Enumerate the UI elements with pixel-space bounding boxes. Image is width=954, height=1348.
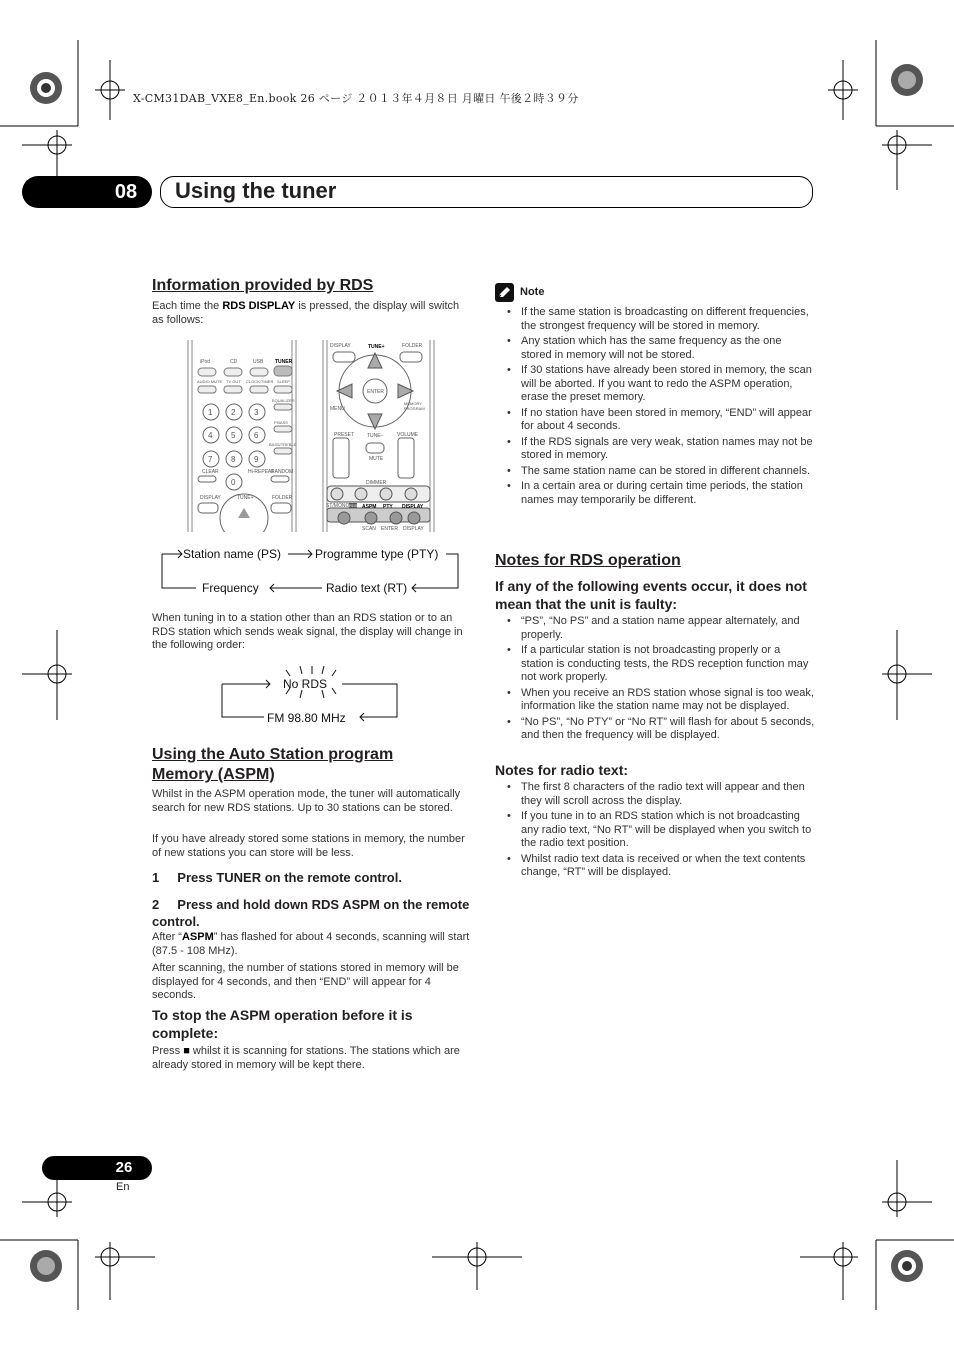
display-label-bottom: DISPLAY [403, 526, 424, 532]
chapter-title: Using the tuner [175, 178, 337, 203]
list-item: • If 30 stations have already been stored in memory, the scan will be aborted. If you want to redo the ASPM operation, erase the preset memory. [495, 364, 815, 405]
equalizer-label: EQUALIZER [272, 398, 295, 403]
digit-9: 9 [254, 455, 259, 464]
display-label-right: DISPLAY [330, 343, 351, 349]
mute-label: MUTE [369, 456, 384, 462]
aspm-paragraph-1: Whilst in the ASPM operation mode, the tuner will automatically search for new RDS stations. Up to 30 stations can be stored. [152, 788, 461, 814]
stop-aspm-text: Press ■ whilst it is scanning for stations. The stations which are already stored in memory will be kept there. [152, 1045, 460, 1071]
folder-label-left: FOLDER [272, 495, 293, 501]
flow-radio-text: Radio text (RT) [326, 581, 408, 595]
list-item: • If you tune in to an RDS station which is not broadcasting any radio text, “No RT” will be displayed when you switch to the radio text position. [495, 810, 815, 851]
func-label-sleep: SLEEP [277, 379, 290, 384]
folder-label-right: FOLDER [402, 343, 423, 349]
after-aspm-text: After “ASPM” has flashed for about 4 seconds, scanning will start (87.5 - 108 MHz). [152, 931, 470, 957]
step-2: 2 Press and hold down RDS ASPM on the remote control. [152, 897, 473, 929]
volume-label: VOLUME [397, 432, 419, 438]
func-label-tv-out: TV OUT [226, 379, 241, 384]
flow-programme-type: Programme type (PTY) [315, 547, 439, 561]
rds-display-label: DISPLAY [402, 504, 424, 510]
rds-label: RDS [349, 503, 358, 508]
list-item: • “No PS”, “No PTY” or “No RT” will flash for about 5 seconds, and then the frequency will be displayed. [495, 716, 815, 743]
no-rds-paragraph: When tuning in to a station other than an RDS station or to an RDS station which sends weak signal, the display will change in the following order: [152, 612, 463, 651]
radio-text-heading: Notes for radio text: [495, 762, 629, 778]
chapter-number: 08 [114, 181, 138, 203]
radio-text-list [495, 781, 815, 882]
st-mono-label: ST/MONO [326, 503, 350, 509]
tune-plus-label-left: TUNE+ [237, 495, 254, 501]
pencil-note-icon [495, 283, 514, 302]
flow-no-rds: No RDS [283, 677, 328, 691]
aspm-paragraph-2: If you have already stored some stations in memory, the number of new stations you can store will be less. [152, 833, 465, 859]
list-item: • The first 8 characters of the radio text will appear and then they will scroll across the display. [495, 781, 815, 808]
tune-plus-label: TUNE+ [368, 344, 385, 350]
flow-frequency: Frequency [202, 581, 259, 595]
rds-intro-text: Each time the RDS DISPLAY is pressed, the display will switch as follows: [152, 300, 460, 326]
pencil-icon [495, 283, 514, 302]
rds-info-heading: Information provided by RDS [152, 277, 374, 294]
stop-aspm-heading: To stop the ASPM operation before it is complete: [152, 1007, 413, 1041]
faulty-heading: If any of the following events occur, it does not mean that the unit is faulty: [495, 578, 807, 612]
display-label-left: DISPLAY [200, 495, 221, 501]
clear-label: CLEAR [202, 469, 219, 475]
digit-7: 7 [208, 455, 213, 464]
menu-label: MENU [330, 406, 345, 412]
func-label-audio-mute: AUDIO MUTE [197, 379, 223, 384]
list-item: • If no station have been stored in memory, “END” will appear for about 4 seconds. [495, 407, 815, 434]
list-item: • When you receive an RDS station whose signal is too weak, information like the station name may not be displayed. [495, 687, 815, 714]
flow-station-name: Station name (PS) [183, 547, 282, 561]
book-header-line: X-CM31DAB_VXE8_En.book 26 ページ ２０１３年４月８日 月曜日 午後２時３９分 [133, 92, 579, 105]
list-item: • If a particular station is not broadcasting properly or a station is conducting tests, the RDS reception function may not work properly. [495, 644, 815, 685]
list-item: • In a certain area or during certain time periods, the station names may temporarily be different. [495, 480, 815, 507]
list-item: • If the RDS signals are very weak, station names may not be stored in memory. [495, 436, 815, 463]
page-language: En [116, 1181, 130, 1193]
enter-label: ENTER [367, 389, 384, 395]
random-label: RANDOM [271, 469, 294, 475]
enter-label-bottom: ENTER [381, 526, 398, 532]
list-item: • “PS”, “No PS” and a station name appear alternately, and properly. [495, 615, 815, 642]
stop-icon: ■ [183, 1045, 190, 1057]
source-label-cd: CD [230, 359, 238, 365]
page-number: 26 [115, 1159, 133, 1176]
hi-repeat-label: Hi-REPEAT [248, 469, 275, 475]
digit-2: 2 [231, 408, 236, 417]
digit-6: 6 [254, 431, 259, 440]
digit-4: 4 [208, 431, 213, 440]
digit-5: 5 [231, 431, 236, 440]
faulty-list [495, 615, 815, 745]
pbass-label: P.BASS [274, 420, 288, 425]
basstreble-label: BASS/TREBLE [269, 442, 297, 447]
list-item: • Whilst radio text data is received or when the text contents change, “RT” will be displayed. [495, 853, 815, 880]
aspm-heading: Using the Auto Station program Memory (ASPM) [152, 746, 394, 783]
func-label-clock-timer: CLOCK/TIMER [246, 379, 274, 384]
flow-fm-frequency: FM 98.80 MHz [267, 711, 346, 725]
source-label-ipod: iPod [200, 359, 211, 365]
remote-control-illustration [186, 338, 436, 532]
preset-label: PRESET [334, 432, 355, 438]
tune-minus-label: TUNE– [367, 433, 384, 439]
source-label-usb: USB [253, 359, 264, 365]
note-label: Note [520, 286, 545, 298]
dimmer-label: DIMMER [366, 480, 387, 486]
after-scan-text: After scanning, the number of stations stored in memory will be displayed for 4 seconds, and then “END” will appear for 4 seconds. [152, 962, 459, 1001]
source-label-tuner: TUNER [275, 359, 293, 365]
digit-3: 3 [254, 408, 259, 417]
digit-0: 0 [231, 478, 236, 487]
step-1: 1 Press TUNER on the remote control. [152, 870, 402, 885]
list-item: • Any station which has the same frequency as the one stored in memory will not be stored. [495, 335, 815, 362]
scan-label: SCAN [362, 526, 376, 532]
list-item: • If the same station is broadcasting on different frequencies, the strongest frequency will be stored in memory. [495, 306, 815, 333]
digit-8: 8 [231, 455, 236, 464]
list-item: • The same station name can be stored in different channels. [495, 465, 815, 479]
digit-1: 1 [208, 408, 213, 417]
rds-operation-heading: Notes for RDS operation [495, 552, 681, 569]
pty-label: PTY [383, 504, 393, 510]
aspm-label: ASPM [362, 504, 377, 510]
note-list [495, 306, 815, 509]
memory-program-label: MEMORY PROGRAM [404, 401, 425, 411]
